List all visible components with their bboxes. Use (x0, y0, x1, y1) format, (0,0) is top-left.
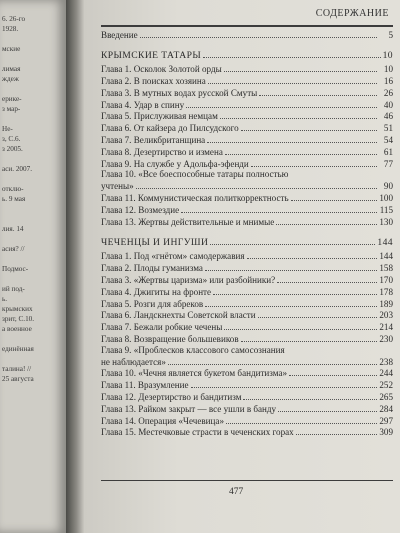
leader-dots (247, 250, 377, 259)
left-page-fragment: ь. 9 мая (2, 195, 26, 203)
toc-entry (101, 415, 393, 427)
leader-dots (241, 122, 377, 131)
toc-entry-page: 16 (383, 76, 393, 87)
toc-entry-text: Глава 2. В поисках хозяина (101, 76, 206, 87)
toc-entry-page: 214 (379, 322, 393, 333)
toc-entry-page: 26 (383, 87, 393, 98)
left-page-fragment: 1928. (2, 25, 19, 33)
toc-entry-page: 5 (388, 29, 393, 40)
left-page-fragment (0, 154, 66, 164)
toc-entry (101, 180, 393, 192)
left-page-fragment: лимая (2, 65, 21, 73)
left-page-fragment: аси. 2007. (2, 165, 32, 173)
toc-entry-text: Глава 7. Великбританщина (101, 135, 206, 146)
toc-entry-text: Глава 9. На службе у Адольфа-эфенди (101, 158, 249, 169)
left-page-fragment: з мар- (2, 105, 21, 113)
leader-dots (224, 321, 377, 330)
toc-entry-text: Введение (101, 29, 138, 40)
toc-entry (101, 75, 393, 87)
toc-entry-text: Глава 3. В мутных водах русской Смуты (101, 87, 258, 98)
toc-entry-text: Глава 3. «Жертвы царизма» или разбойники? (101, 275, 276, 286)
toc-entry (101, 63, 393, 75)
toc-entry-page: 297 (379, 415, 393, 426)
toc-entry-page: 178 (379, 286, 393, 297)
toc-entry-text: Глава 10. «Чечня является букетом бандитизма» (101, 368, 288, 379)
left-page-fragment (0, 204, 66, 214)
left-page-fragment (0, 174, 66, 184)
toc-entry-page: 309 (379, 427, 393, 438)
toc-entry-intro (101, 29, 393, 41)
leader-dots (259, 87, 377, 96)
toc-entry (101, 391, 393, 403)
toc-entry-page: 252 (379, 380, 393, 391)
toc-entry-text: Глава 4. Джигиты на фронте (101, 286, 212, 297)
section-page: 144 (377, 237, 393, 249)
toc-entry-page: 238 (379, 356, 393, 367)
toc-entry-text: Глава 5. Розги для абреков (101, 298, 204, 309)
right-page (84, 0, 400, 533)
left-page-fragment: талина! // (2, 365, 32, 373)
left-page-fragment: ий под- (2, 285, 25, 293)
left-page-fragment (0, 214, 66, 224)
left-page-fragment: отклю- (2, 185, 24, 193)
toc-entry (101, 99, 393, 111)
toc-entry-page: 189 (379, 298, 393, 309)
leader-dots (276, 216, 377, 225)
left-page-fragment: 6. 26-го (2, 15, 26, 23)
left-page-fragment (0, 254, 66, 264)
toc-entry (101, 122, 393, 134)
toc-entry-text: Глава 14. Операция «Чечевица» (101, 415, 225, 426)
toc-entry-text: Глава 6. Ландскнехты Советской власти (101, 310, 256, 321)
left-page-fragment: 25 августа (2, 375, 34, 383)
leader-dots (191, 379, 377, 388)
page-number: 477 (229, 487, 244, 497)
toc-entry-page: 170 (379, 275, 393, 286)
toc-entry-text: Глава 9. «Проблесков классового самосознания (101, 344, 285, 355)
toc-entry-page: 144 (379, 251, 393, 262)
toc-entry (101, 216, 393, 228)
toc-entry-text: Глава 8. Возвращение большевиков (101, 334, 239, 345)
toc-entry-text: Глава 2. Плоды гуманизма (101, 263, 203, 274)
toc-entry-page: 203 (379, 310, 393, 321)
leader-dots (243, 391, 377, 400)
left-page-fragment (0, 54, 66, 64)
toc-entry-page: 90 (383, 181, 393, 192)
toc-entry (101, 274, 393, 286)
toc-entry (101, 134, 393, 146)
toc-entry (101, 356, 393, 368)
leader-dots (208, 75, 377, 84)
leader-dots (291, 192, 377, 201)
left-page-fragment: ждеж (2, 75, 19, 83)
toc-entry (101, 345, 393, 356)
toc-entry-text: Глава 13. Жертвы действительные и мнимые (101, 216, 275, 227)
left-page-fragment (0, 34, 66, 44)
toc-entry-page: 100 (379, 193, 393, 204)
toc-entry-page: 284 (379, 403, 393, 414)
left-page-fragment: асия? // (2, 245, 25, 253)
toc-entry (101, 426, 393, 438)
left-page-fragment: зрит, С.10. (2, 315, 35, 323)
toc-entry-text: Глава 6. От кайзера до Пилсудского (101, 123, 239, 134)
toc-entry-text: Глава 10. «Все боеспособные татары полностью (101, 169, 289, 180)
toc-entry-page: 46 (383, 111, 393, 122)
toc-entry (101, 262, 393, 274)
left-page-fragment (0, 334, 66, 344)
toc-entry-page: 51 (383, 123, 393, 134)
toc-entry (101, 286, 393, 298)
toc-entry-text: Глава 1. Под «гнётом» самодержавия (101, 251, 245, 262)
left-page-fragment: з 2005. (2, 145, 23, 153)
toc-entry (101, 146, 393, 158)
leader-dots (296, 426, 377, 435)
leader-dots (277, 274, 377, 283)
leader-dots (225, 146, 377, 155)
left-page-fragment: крымских (2, 305, 33, 313)
toc-entry-page: 265 (379, 392, 393, 403)
left-page-fragment: единённая (2, 345, 34, 353)
section-heading (101, 49, 393, 61)
toc-entry (101, 321, 393, 333)
toc-entry-text: Глава 11. Вразумление (101, 380, 189, 391)
toc-entry-text: Глава 4. Удар в спину (101, 99, 185, 110)
toc-entry (101, 333, 393, 345)
left-page-fragment: ь. (2, 295, 8, 303)
section-page: 10 (382, 50, 393, 62)
toc-sections (101, 49, 393, 438)
toc-entry (101, 367, 393, 379)
leader-dots (224, 63, 377, 72)
toc-entry-page: 10 (383, 64, 393, 75)
leader-dots (205, 298, 377, 307)
leader-dots (213, 286, 377, 295)
book-gutter (66, 0, 84, 533)
section-title: КРЫМСКИЕ ТАТАРЫ (101, 50, 202, 62)
left-page-fragment: з, С.6. (2, 135, 21, 143)
section-title: ЧЕЧЕНЦЫ И ИНГУШИ (101, 237, 209, 249)
toc-entry-page: 54 (383, 135, 393, 146)
toc-entry-page: 244 (379, 368, 393, 379)
toc-entry-text: Глава 8. Дезертирство и измена (101, 146, 223, 157)
toc-entry (101, 87, 393, 99)
leader-dots (140, 29, 377, 38)
left-page-fragment: лия. 14 (2, 225, 24, 233)
leader-dots (289, 367, 377, 376)
left-page-fragment: Подмос- (2, 265, 29, 273)
toc-entry-page: 77 (383, 158, 393, 169)
left-page-fragment: а военное (2, 325, 32, 333)
left-page-fragment: Не- (2, 125, 13, 133)
leader-dots (186, 99, 377, 108)
leader-dots (168, 356, 377, 365)
toc-entry (101, 250, 393, 262)
toc (101, 0, 393, 497)
leader-dots (226, 415, 377, 424)
leader-dots (210, 236, 375, 245)
toc-entry-page: 61 (383, 146, 393, 157)
toc-entry-text: Глава 11. Коммунистическая политкорректность (101, 193, 289, 204)
left-page-fragment: мские (2, 45, 21, 53)
toc-entry (101, 158, 393, 170)
toc-entry (101, 298, 393, 310)
toc-entry-page: 40 (383, 99, 393, 110)
leader-dots (181, 204, 377, 213)
leader-dots (258, 309, 377, 318)
toc-entry-page: 115 (379, 204, 393, 215)
leader-dots (136, 180, 377, 189)
toc-entry-page: 158 (379, 263, 393, 274)
left-page-fragment (0, 274, 66, 284)
toc-entry-text: Глава 12. Дезертирство и бандитизм (101, 392, 242, 403)
footer-rule (101, 480, 393, 481)
header-rule (101, 25, 393, 27)
left-page-fragment (0, 114, 66, 124)
toc-entry-text: Глава 15. Местечковые страсти в чеченских горах (101, 427, 294, 438)
left-page-text (0, 0, 66, 384)
left-page-fragment: ерике- (2, 95, 22, 103)
leader-dots (220, 110, 377, 119)
leader-dots (251, 158, 377, 167)
toc-entry-text: Глава 13. Райком закрыт — все ушли в банду (101, 403, 277, 414)
leader-dots (278, 403, 377, 412)
toc-entry (101, 192, 393, 204)
toc-entry (101, 403, 393, 415)
page-header: СОДЕРЖАНИЕ (315, 8, 389, 19)
toc-entry-text: Глава 7. Бежали робкие чечены (101, 322, 223, 333)
left-page (0, 0, 66, 533)
leader-dots (203, 49, 380, 58)
leader-dots (207, 134, 377, 143)
left-page-fragment (0, 234, 66, 244)
section-heading (101, 236, 393, 248)
toc-entry-text: Глава 12. Возмездие (101, 204, 180, 215)
toc-entry (101, 169, 393, 180)
toc-entry (101, 379, 393, 391)
toc-entry-text: учтены» (101, 181, 134, 192)
toc-entry-text: Глава 1. Осколок Золотой орды (101, 64, 222, 75)
toc-entry (101, 110, 393, 122)
toc-entry-text: Глава 5. Прислуживая немцам (101, 111, 218, 122)
left-page-fragment (0, 354, 66, 364)
toc-entry (101, 309, 393, 321)
toc-entry-page: 130 (379, 216, 393, 227)
toc-entry (101, 204, 393, 216)
leader-dots (241, 333, 377, 342)
toc-entry-text: не наблюдается» (101, 356, 166, 367)
left-page-fragment (0, 84, 66, 94)
toc-entry-page: 230 (379, 334, 393, 345)
leader-dots (205, 262, 377, 271)
